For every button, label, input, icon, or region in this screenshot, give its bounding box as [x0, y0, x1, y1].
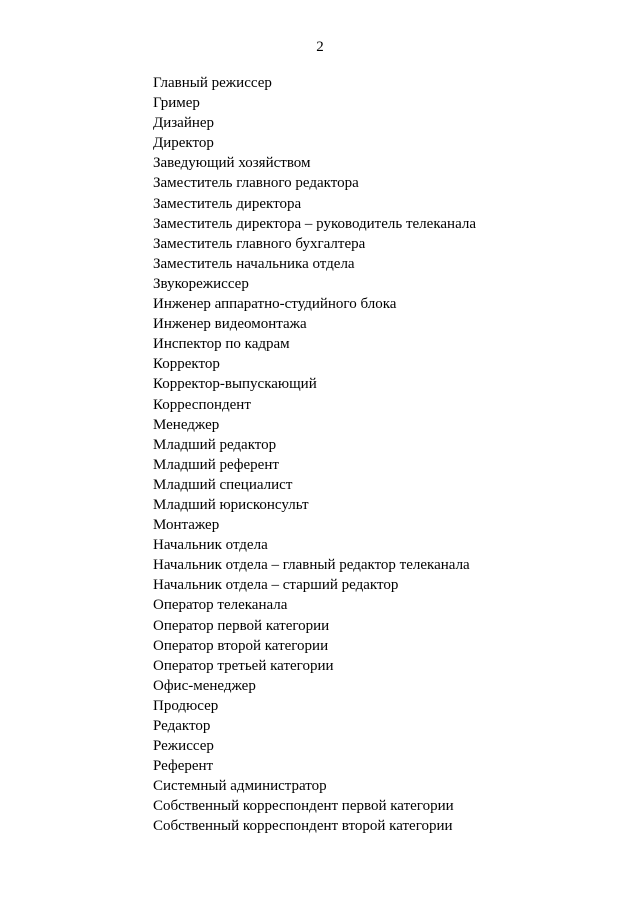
list-item: Дизайнер	[153, 115, 215, 132]
list-item: Гример	[153, 95, 200, 112]
list-item: Начальник отдела	[153, 537, 268, 554]
list-item: Монтажер	[153, 517, 220, 534]
list-item: Офис-менеджер	[153, 677, 256, 694]
list-item: Директор	[153, 135, 214, 152]
list-item: Менеджер	[153, 416, 220, 433]
list-item: Звукорежиссер	[153, 275, 249, 292]
page-number: 2	[316, 39, 324, 55]
list-item: Оператор третьей категории	[153, 657, 334, 674]
list-item: Заместитель директора	[153, 195, 302, 212]
list-item: Начальник отдела – старший редактор	[153, 577, 399, 594]
list-item: Собственный корреспондент второй категории	[153, 818, 453, 835]
list-item: Заместитель главного бухгалтера	[153, 235, 366, 252]
list-item: Оператор второй категории	[153, 637, 329, 654]
list-item: Младший специалист	[153, 476, 293, 493]
list-item: Заместитель начальника отдела	[153, 255, 355, 272]
list-item: Продюсер	[153, 697, 219, 714]
list-item: Главный режиссер	[153, 75, 272, 91]
positions-list	[153, 73, 476, 837]
list-item: Оператор телеканала	[153, 597, 288, 614]
list-item: Инженер аппаратно-студийного блока	[153, 296, 397, 313]
list-item: Корректор	[153, 356, 220, 373]
list-item: Собственный корреспондент первой категории	[153, 798, 454, 815]
list-item: Заведующий хозяйством	[153, 155, 311, 172]
list-item: Младший юрисконсульт	[153, 496, 309, 513]
list-item: Референт	[153, 758, 214, 775]
list-item: Системный администратор	[153, 778, 327, 795]
list-item: Заместитель директора – руководитель телеканала	[153, 215, 477, 232]
list-item: Младший редактор	[153, 436, 277, 453]
list-item: Заместитель главного редактора	[153, 175, 359, 192]
list-item: Корреспондент	[153, 396, 251, 413]
list-item: Режиссер	[153, 738, 214, 755]
list-item: Начальник отдела – главный редактор телеканала	[153, 557, 470, 574]
list-item: Младший референт	[153, 456, 279, 473]
list-item: Корректор-выпускающий	[153, 376, 317, 393]
list-item: Инспектор по кадрам	[153, 336, 290, 353]
list-item: Инженер видеомонтажа	[153, 316, 307, 333]
list-item: Редактор	[153, 718, 211, 734]
list-item: Оператор первой категории	[153, 617, 330, 634]
